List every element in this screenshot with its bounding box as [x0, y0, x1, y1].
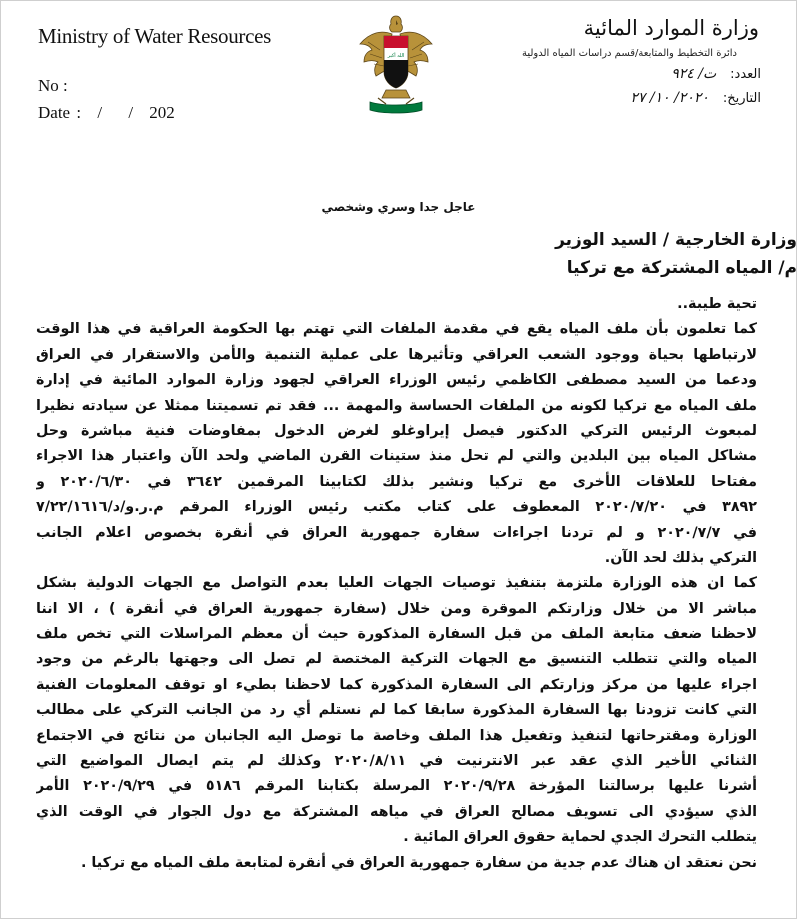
no-label: No :	[38, 76, 68, 95]
body-line: لاحظنا ضعف متابعة الملف من قبل السفارة المذكورة حيث أن معظم المراسلات التي تخص ملف	[36, 626, 757, 643]
ref-value: ت/ ٩٢٤	[671, 66, 717, 82]
department-name-ar: دائرة التخطيط والمتابعة/قسم دراسات المياه الدولية	[521, 48, 737, 59]
body-line: ودعما من السيد مصطفى الكاظمي رئيس الوزراء العراقي لجهود وزارة الموارد المائية في إدارة	[36, 372, 757, 389]
svg-text:الله أكبر: الله أكبر	[387, 53, 405, 59]
body-line: يتطلب التحرك الجدي لحماية حقوق العراق المائية .	[403, 829, 757, 846]
body-line: ٣٨٩٢ في ٢٠٢٠/٧/٢٠ المعطوف على كتاب مكتب رئيس الوزراء المرقم م.ر.و/د/٧/٢٢/١٦١٦	[36, 499, 757, 516]
body-line: كما تعلمون بأن ملف المياه يقع في مقدمة الملفات التي تهتم بها الحكومة العراقية في هذا الوقت	[36, 321, 757, 338]
greeting-line: تحية طيبة..	[677, 296, 757, 312]
ref-label-ar: العدد:	[730, 67, 761, 82]
body-line: التركي بذلك لحد الآن.	[604, 549, 757, 566]
date-value-ar: ٢٠٢٠/ ١٠/ ٢٧	[630, 90, 709, 106]
reference-number-ar	[671, 66, 761, 82]
body-line: الثنائي الأخير الذي عقد عبر الانترنيت في ٢٠٢٠/٨/١١ وكذلك لم يتم ايصال المواضيع التي	[36, 753, 757, 770]
reference-number-en	[38, 76, 68, 96]
body-line: المياه والتي تتطلب التنسيق مع الجهات التركية المختصة لم تصل الى وجهتها بالرغم من وجود	[36, 651, 757, 668]
date-label: Date :	[38, 103, 82, 122]
classification-line: عاجل جدا وسري وشخصي	[321, 200, 476, 214]
letter-body	[36, 292, 757, 876]
body-line: لمبعوث الرئيس التركي الدكتور فيصل إيراوغلو لغرض الدخول بمفاوضات فنية مباشرة وحل	[36, 422, 757, 439]
date-slash: /	[128, 103, 134, 122]
date-slash: /	[97, 103, 103, 122]
body-line: التي كانت تزودنا بها السفارة المذكورة سابقا كما لم نستلم أي رد من الجانب التركي على مطالب	[36, 702, 757, 719]
body-line: الوزارة ومقترحاتها لتنفيذ وتفعيل هذا الملف وخاصة ما توصل اليه الجانبان من نتائج في الاجتماع	[36, 727, 757, 744]
body-line: لارتباطها بحياة ووجود الشعب العراقي وتأثيرها على عملية التنمية والأمن والاستقرار في العراق	[36, 346, 757, 363]
subject-line: م/ المياه المشتركة مع تركيا	[566, 258, 797, 278]
body-line: نحن نعتقد ان هناك عدم جدية من سفارة جمهورية العراق في أنقرة لمتابعة ملف المياه مع تركيا .	[80, 854, 757, 871]
body-line: مفتاحا للعلاقات الأخرى مع تركيا ونشير بذلك لكتابينا المرقمين ٣٦٤٢ في ٢٠٢٠/٦/٣٠ و	[36, 473, 757, 490]
date-en	[38, 103, 175, 123]
body-line: في ٢٠٢٠/٧/٧ و لم تردنا اجراءات سفارة جمهورية العراق في أنقرة بخصوص اعلام الجانب	[36, 524, 757, 541]
ministry-name-en: Ministry of Water Resources	[38, 24, 272, 48]
body-line: كما ان هذه الوزارة ملتزمة بتنفيذ توصيات الجهات العليا بعدم التواصل مع الجهات الدولية بشكل	[36, 575, 757, 592]
body-line: الذي سيؤدي الى تسويف مصالح العراق في مياهه المشتركة مع دول الجوار في الوقت الذي	[36, 803, 757, 820]
body-line: اجراء عليها من مركز وزارتكم الى السفارة المذكورة كما لاحظنا بطيء او توقف المعلومات الفنية	[36, 676, 757, 693]
body-line: ملف المياه مع تركيا لكونه من الملفات الحساسة والمهمة ... فقد تم تسميتنا ممثلا عن سيادته نظيرا	[36, 397, 757, 414]
body-line: مشاكل المياه بين البلدين والتي لم تحل منذ ستينات القرن الماضي ولحد الآن واعتبار هذا الاجراء	[36, 448, 757, 465]
iraq-eagle-emblem-icon	[356, 14, 436, 124]
date-ar	[630, 90, 761, 106]
addressee-line: وزارة الخارجية / السيد الوزير	[555, 230, 797, 250]
body-line: أشرنا عليها برسالتنا المؤرخة ٢٠٢٠/٩/٢٨ المرسلة بكتابنا المرقم ٥١٨٦ في ٢٠٢٠/٩/٢٩ الأمر	[36, 778, 757, 795]
body-line: مباشر الا من خلال وزارتكم الموقرة ومن خلال (سفارة جمهورية العراق في أنقرة ) ، الا اننا	[36, 600, 757, 617]
date-label-ar: التاريخ:	[722, 91, 761, 106]
date-year: 202	[149, 103, 175, 122]
ministry-name-ar: وزارة الموارد المائية	[583, 16, 759, 40]
